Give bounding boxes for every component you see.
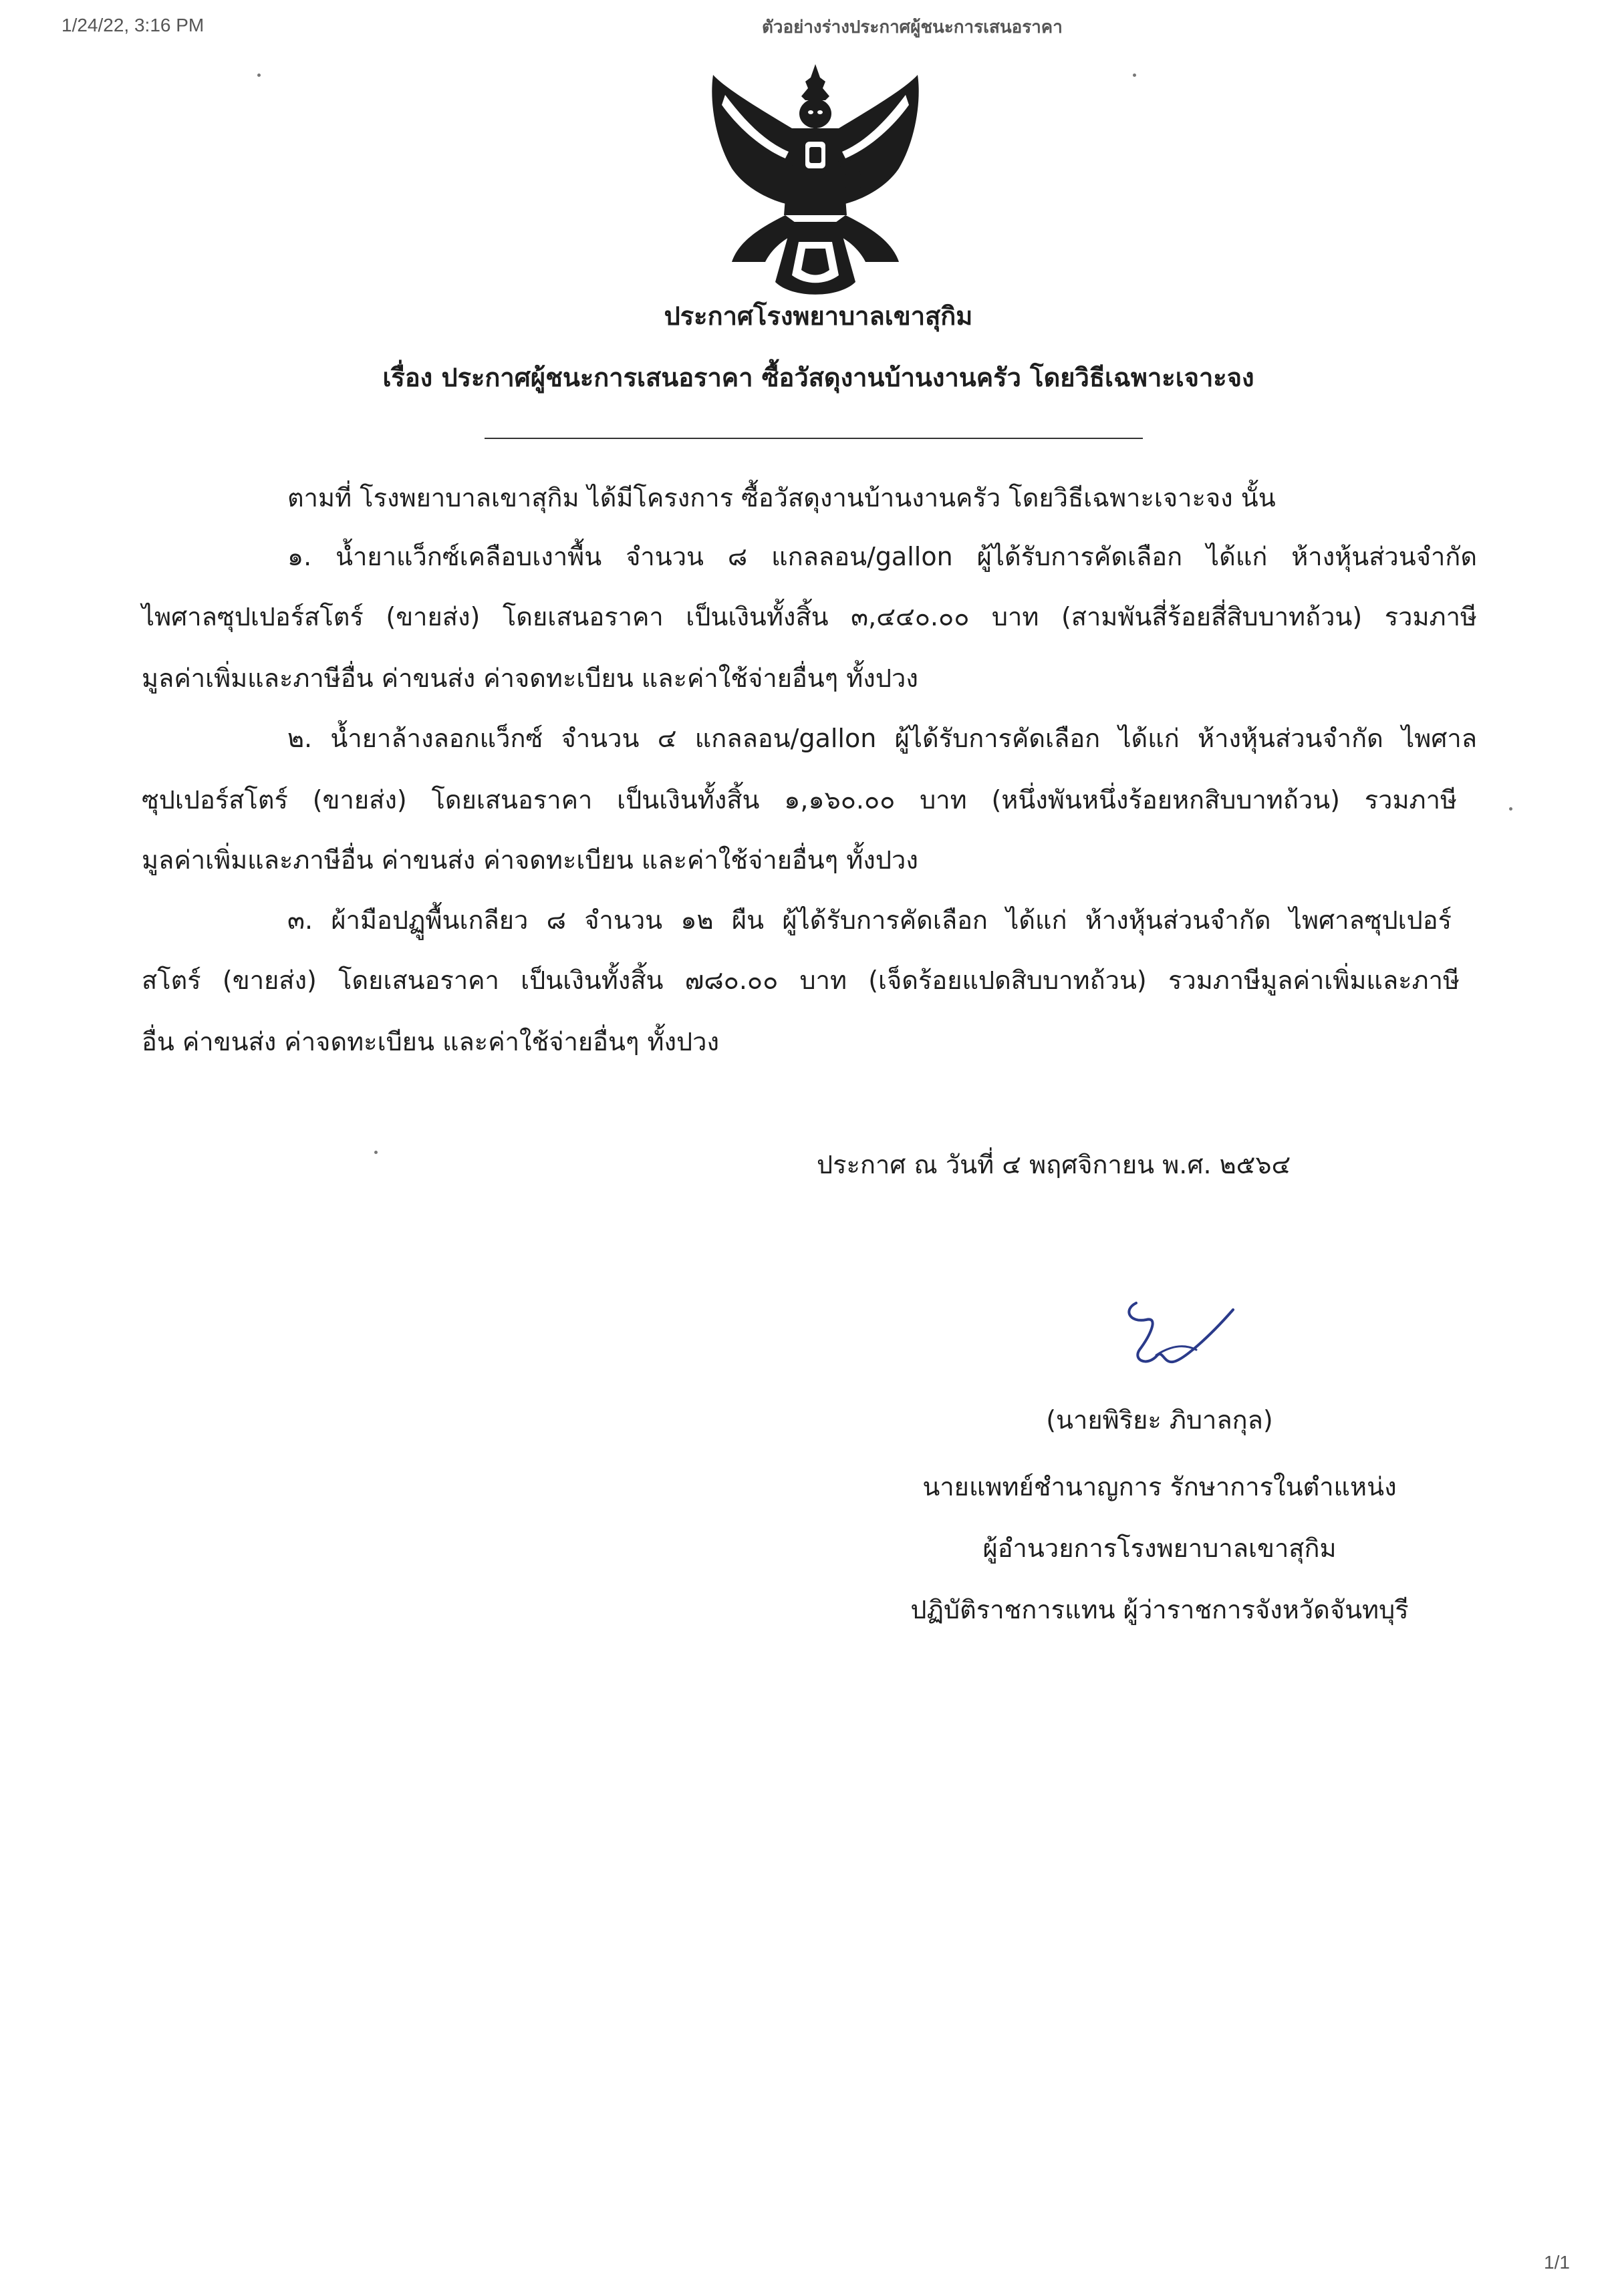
scan-speck [1509, 807, 1512, 811]
intro-paragraph: ตามที่ โรงพยาบาลเขาสุกิม ได้มีโครงการ ซื้อวัสดุงานบ้านงานครัว โดยวิธีเฉพาะเจาะจง นั้น [287, 483, 1276, 513]
item3-line2: สโตร์ (ขายส่ง) โดยเสนอราคา เป็นเงินทั้งสิ้น ๗๘๐.๐๐ บาท (เจ็ดร้อยแปดสิบบาทถ้วน) รวมภาษีมูลค่าเพิ่มและภาษี [142, 966, 1460, 995]
announcement-subject: เรื่อง ประกาศผู้ชนะการเสนอราคา ซื้อวัสดุงานบ้านงานครัว โดยวิธีเฉพาะเจาะจง [382, 363, 1254, 392]
item3-line1: ๓. ผ้ามือปฏูพื้นเกลียว ๘ จำนวน ๑๒ ผืน ผู้ได้รับการคัดเลือก ได้แก่ ห้างหุ้นส่วนจำกัด ไพศาลซุปเปอร์ [287, 905, 1452, 935]
print-document-title: ตัวอย่างร่างประกาศผู้ชนะการเสนอราคา [762, 17, 1063, 37]
signatory-position-3: ปฏิบัติราชการแทน ผู้ว่าราชการจังหวัดจันทบุรี [910, 1595, 1409, 1624]
print-header [0, 0, 1610, 53]
signatory-name: (นายพิริยะ ภิบาลกุล) [1046, 1405, 1273, 1435]
item1-line1: ๑. น้ำยาแว็กซ์เคลือบเงาพื้น จำนวน ๘ แกลลอน/gallon ผู้ได้รับการคัดเลือก ได้แก่ ห้างหุ้นส่วนจำกัด [287, 542, 1477, 571]
item2-line1: ๒. น้ำยาล้างลอกแว็กซ์ จำนวน ๔ แกลลอน/gallon ผู้ได้รับการคัดเลือก ได้แก่ ห้างหุ้นส่วนจำกัด ไพศาล [287, 724, 1477, 753]
item3-line3: อื่น ค่าขนส่ง ค่าจดทะเบียน และค่าใช้จ่ายอื่นๆ ทั้งปวง [142, 1027, 720, 1056]
scan-speck [374, 1151, 378, 1154]
signature-icon [1109, 1283, 1243, 1383]
print-datetime: 1/24/22, 3:16 PM [61, 15, 205, 35]
scan-speck [1133, 74, 1136, 77]
item2-line2: ซุปเปอร์สโตร์ (ขายส่ง) โดยเสนอราคา เป็นเงินทั้งสิ้น ๑,๑๖๐.๐๐ บาท (หนึ่งพันหนึ่งร้อยหกสิบบาทถ้วน) รวมภาษี [142, 785, 1457, 815]
garuda-emblem-icon [705, 61, 926, 309]
signatory-position-2: ผู้อำนวยการโรงพยาบาลเขาสุกิม [982, 1534, 1337, 1563]
item1-line2: ไพศาลซุปเปอร์สโตร์ (ขายส่ง) โดยเสนอราคา เป็นเงินทั้งสิ้น ๓,๔๔๐.๐๐ บาท (สามพันสี่ร้อยสี่สิบบาทถ้วน) รวมภาษี [142, 602, 1477, 631]
announcement-title: ประกาศโรงพยาบาลเขาสุกิม [664, 301, 973, 331]
page-number: 1/1 [1544, 2252, 1570, 2273]
signatory-position-1: นายแพทย์ชำนาญการ รักษาการในตำแหน่ง [922, 1472, 1397, 1501]
title-divider [485, 438, 1143, 439]
item2-line3: มูลค่าเพิ่มและภาษีอื่น ค่าขนส่ง ค่าจดทะเบียน และค่าใช้จ่ายอื่นๆ ทั้งปวง [142, 845, 918, 875]
scan-speck [257, 74, 261, 77]
announcement-date: ประกาศ ณ วันที่ ๔ พฤศจิกายน พ.ศ. ๒๕๖๔ [817, 1150, 1291, 1179]
item1-line3: มูลค่าเพิ่มและภาษีอื่น ค่าขนส่ง ค่าจดทะเบียน และค่าใช้จ่ายอื่นๆ ทั้งปวง [142, 664, 918, 693]
